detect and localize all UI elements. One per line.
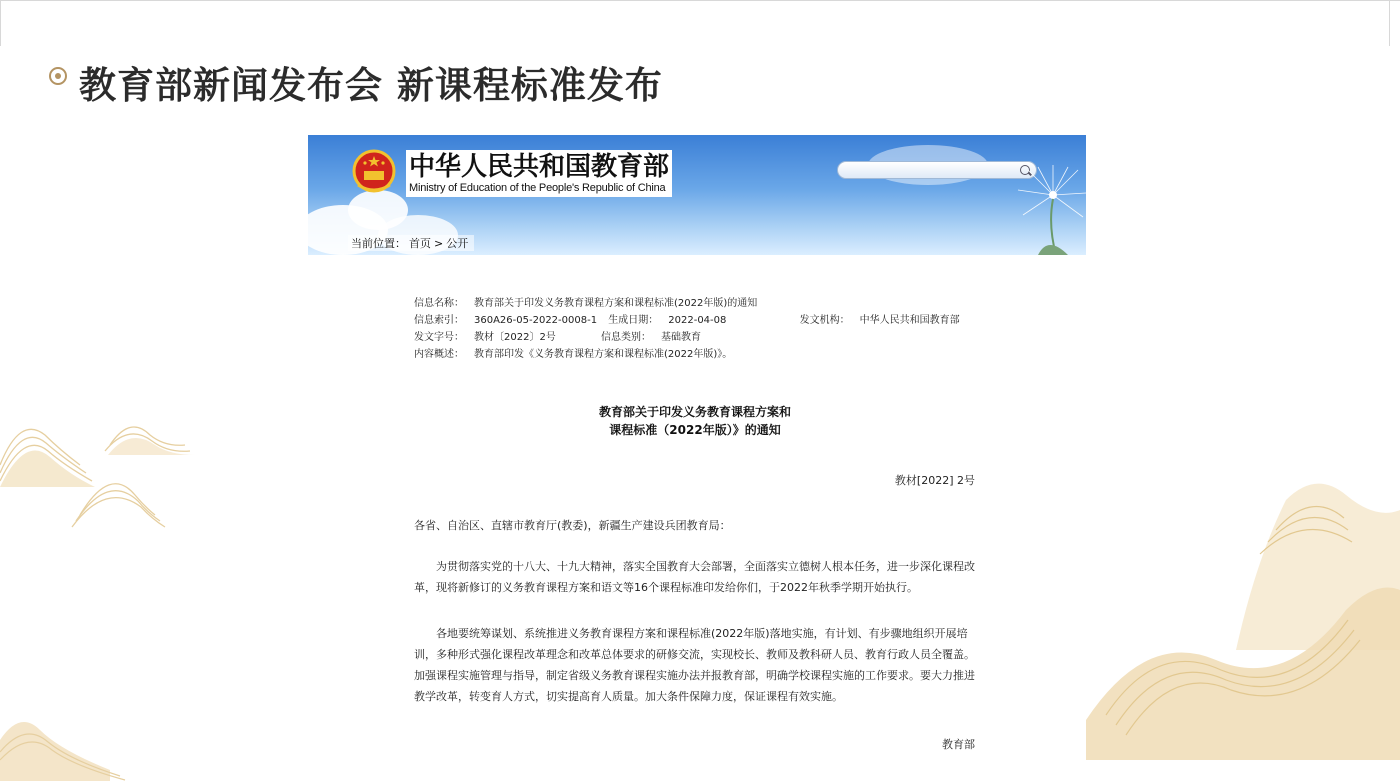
dandelion-icon — [1008, 165, 1086, 255]
ministry-name-cn: 中华人民共和国教育部 — [409, 152, 670, 182]
ministry-banner — [308, 135, 1086, 255]
meta-category: 基础教育 — [661, 332, 701, 343]
breadcrumb-current-link[interactable]: 公开 — [446, 237, 469, 250]
ministry-name-en: Ministry of Education of the People's Republic of China — [409, 182, 666, 194]
frame-right-line — [1389, 0, 1390, 46]
meta-label: 信息名称： — [414, 298, 464, 309]
meta-index: 360A26-05-2022-0008-1 — [474, 315, 598, 326]
breadcrumb-label: 当前位置： — [351, 237, 406, 250]
meta-row-docno — [414, 328, 701, 343]
meta-info-name: 教育部关于印发义务教育课程方案和课程标准(2022年版)的通知 — [474, 298, 758, 309]
meta-summary: 教育部印发《义务教育课程方案和课程标准(2022年版)》。 — [474, 349, 733, 360]
meta-date: 2022-04-08 — [668, 315, 727, 326]
document-number: 教材[2022] 2号 — [894, 474, 975, 487]
frame-top-line — [0, 0, 1400, 1]
slide-title: 教育部新闻发布会 新课程标准发布 — [79, 64, 663, 107]
meta-row-name — [414, 294, 757, 309]
meta-row-index — [414, 311, 960, 326]
mountain-decoration-left — [0, 395, 210, 535]
mountain-decoration-right — [1086, 470, 1400, 760]
meta-label: 信息类别： — [601, 332, 651, 343]
title-bullet-icon — [49, 67, 67, 85]
mountain-decoration-bottom-left — [0, 700, 130, 781]
frame-left-line — [0, 0, 1, 46]
ministry-name-box — [406, 150, 672, 197]
meta-org: 中华人民共和国教育部 — [859, 315, 960, 326]
document-paragraph-1: 为贯彻落实党的十八大、十九大精神，落实全国教育大会部署，全面落实立德树人根本任务，进一步深化课程改革，现将新修订的义务教育课程方案和语文等16个课程标准印发给你们，于2022年秋季学期开始执行。 — [414, 560, 975, 594]
document-signer: 教育部 — [942, 738, 975, 751]
breadcrumb — [348, 235, 474, 251]
document-addressee: 各省、自治区、直辖市教育厅(教委)，新疆生产建设兵团教育局： — [414, 519, 731, 532]
national-emblem-icon — [352, 149, 396, 195]
document-title-line1: 教育部关于印发义务教育课程方案和 — [598, 405, 791, 419]
meta-label: 发文机构： — [799, 315, 850, 326]
meta-doc-no: 教材〔2022〕2号 — [474, 332, 556, 343]
breadcrumb-separator: > — [434, 237, 444, 250]
search-input[interactable] — [837, 161, 1037, 179]
breadcrumb-home-link[interactable]: 首页 — [409, 237, 431, 250]
meta-label: 发文字号： — [414, 332, 464, 343]
document-paragraph-2: 各地要统筹谋划、系统推进义务教育课程方案和课程标准(2022年版)落地实施，有计划、有步骤地组织开展培训，多种形式强化课程改革理念和改革总体要求的研修交流，实现校长、教师及教科研人员、教育行政人员全覆盖。加强课程实施管理与指导，制定省级义务教育课程实施办法并报教育部，明确学校课程实施的工作要求。要大力推进教学改革，转变育人方式，切实提高育人质量。加大条件保障力度，保证课程有效实施。 — [414, 627, 975, 703]
meta-label: 生成日期： — [608, 315, 659, 326]
meta-label: 内容概述： — [414, 349, 464, 360]
meta-row-summary — [414, 345, 732, 360]
meta-label: 信息索引： — [414, 315, 464, 326]
document-title-line2: 课程标准（2022年版）》的通知 — [609, 423, 781, 437]
